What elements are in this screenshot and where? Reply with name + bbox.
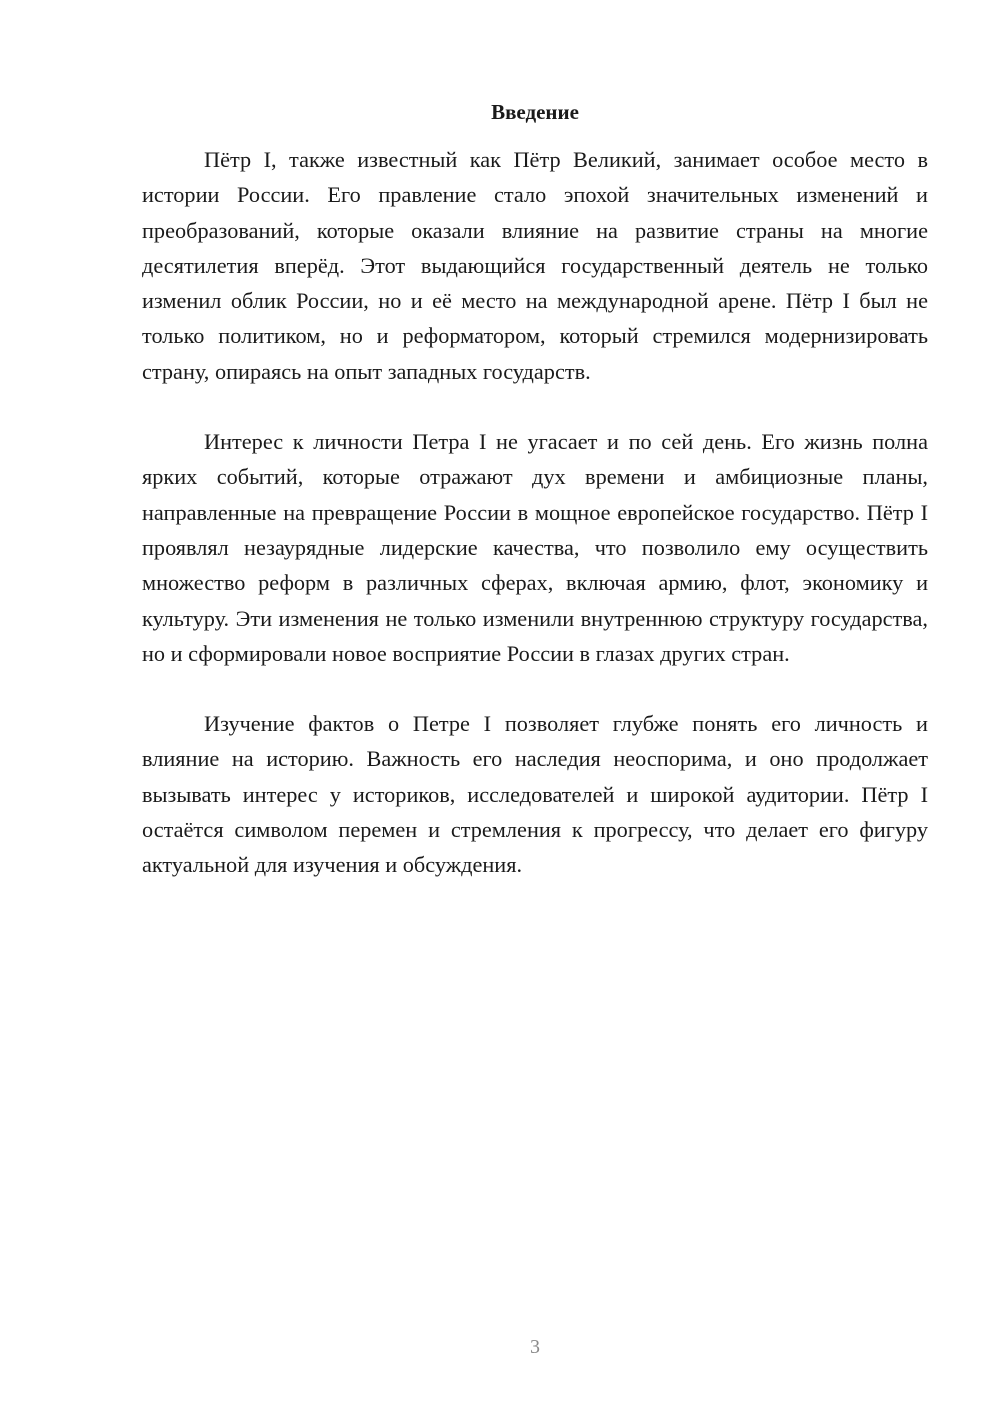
section-heading: Введение — [491, 100, 579, 124]
body-text — [142, 142, 928, 918]
page-number: 3 — [530, 1336, 540, 1358]
paragraph-2: Интерес к личности Петра I не угасает и по сей день. Его жизнь полна ярких событий, которые отражают дух времени и амбициозные планы, направленные на превращение России в мощное европейское государство. Пётр I проявлял незаурядные лидерские качества, что позволило ему осуществить множество реформ в различных сферах, включая армию, флот, экономику и культуру. Эти изменения не только изменили внутреннюю структуру государства, но и сформировали новое восприятие России в глазах других стран. — [142, 429, 928, 666]
paragraph-1: Пётр I, также известный как Пётр Великий, занимает особое место в истории России. Его правление стало эпохой значительных изменений и преобразований, которые оказали влияние на развитие страны на многие десятилетия вперёд. Этот выдающийся государственный деятель не только изменил облик России, но и её место на международной арене. Пётр I был не только политиком, но и реформатором, который стремился модернизировать страну, опираясь на опыт западных государств. — [142, 147, 928, 384]
paragraph-3: Изучение фактов о Петре I позволяет глубже понять его личность и влияние на историю. Важность его наследия неоспорима, и оно продолжает вызывать интерес у историков, исследователей и широкой аудитории. Пётр I остаётся символом перемен и стремления к прогрессу, что делает его фигуру актуальной для изучения и обсуждения. — [142, 711, 928, 878]
